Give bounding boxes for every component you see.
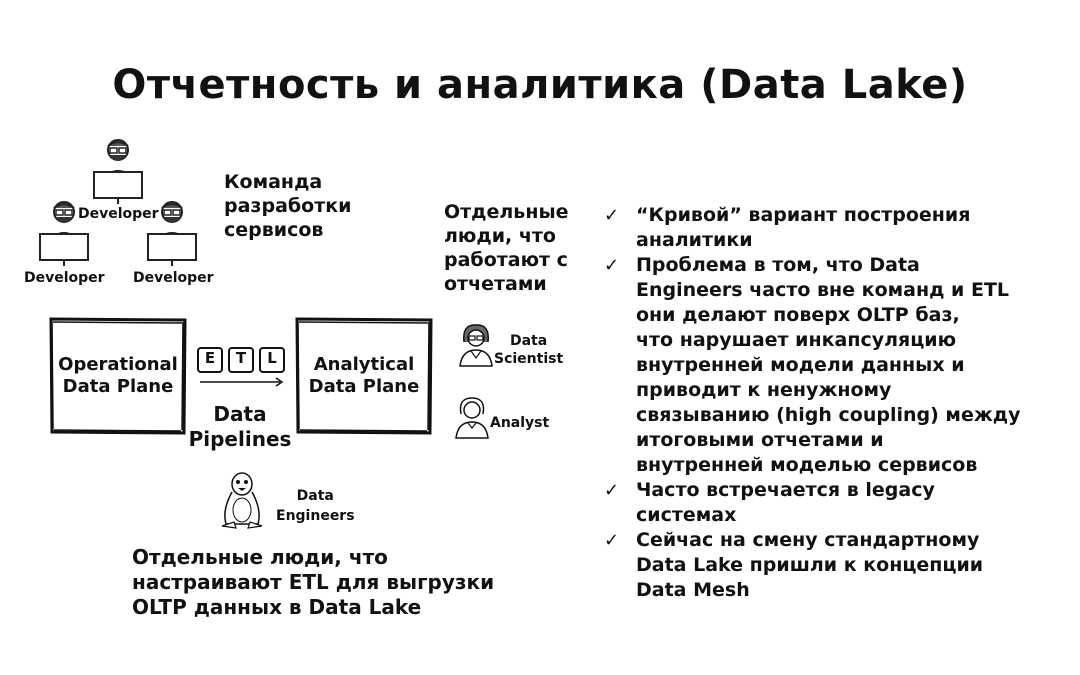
developer-icon-top xyxy=(88,136,148,206)
check-icon: ✓ xyxy=(604,255,620,276)
team-caption: Команда разработки сервисов xyxy=(224,171,352,241)
data-scientist-label: Data Scientist xyxy=(494,333,564,367)
list-item: ✓ Сейчас на смену стандартному Data Lake пришли к концепции Data Mesh xyxy=(604,529,984,601)
list-item: ✓ “Кривой” вариант построения аналитики xyxy=(604,204,971,251)
analytical-box-label: Analytical Data Plane xyxy=(308,354,420,397)
etl-key-l: L xyxy=(267,349,277,367)
check-icon: ✓ xyxy=(604,480,620,501)
developer-label-top: Developer xyxy=(78,206,159,222)
reporting-people-caption: Отдельные люди, что работают с отчетами xyxy=(444,201,569,295)
check-icon: ✓ xyxy=(604,530,620,551)
developer-label-left: Developer xyxy=(24,270,105,286)
etl-key-t: T xyxy=(235,349,247,367)
etl-key-e: E xyxy=(204,349,216,367)
analyst-label: Analyst xyxy=(490,415,550,431)
list-item: ✓ Проблема в том, что Data Engineers часто вне команд и ETL они делают поверх OLTP баз, что нарушает инкапсуляцию внутренней модели данных и приводит к ненужному связыванию (high coupling) между итоговыми отчетами и внутренней моделью сервисов xyxy=(604,254,1021,476)
engineers-caption: Отдельные люди, что настраивают ETL для выгрузки OLTP данных в Data Lake xyxy=(132,545,495,619)
data-engineers-label: Data Engineers xyxy=(276,488,355,524)
developer-label-right: Developer xyxy=(133,270,214,286)
data-scientist-icon xyxy=(456,322,496,368)
list-item: ✓ Часто встречается в legacy системах xyxy=(604,479,935,526)
analyst-icon xyxy=(452,394,492,440)
check-icon: ✓ xyxy=(604,205,620,226)
pipelines-label: Data Pipelines xyxy=(188,402,292,451)
penguin-icon xyxy=(214,470,270,532)
operational-box-label: Operational Data Plane xyxy=(58,354,178,397)
conclusions-list xyxy=(602,203,1062,603)
page-title: Отчетность и аналитика (Data Lake) xyxy=(112,62,968,108)
